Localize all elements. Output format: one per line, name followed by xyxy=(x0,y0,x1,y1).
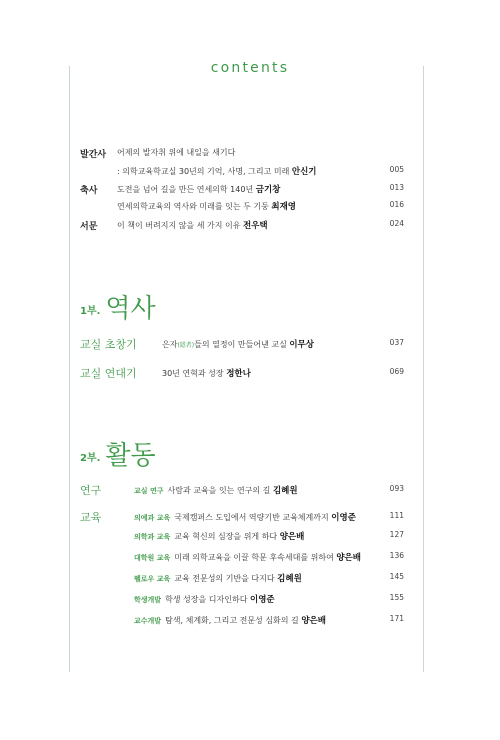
entry-page: 145 xyxy=(389,572,404,581)
part-title: 역사 xyxy=(105,294,156,324)
entry-title: 국제캠퍼스 도입에서 역량기반 교육체계까지 xyxy=(174,513,329,522)
entry-tag: 펠로우 교육 xyxy=(134,575,171,583)
entry-author: 양은배 xyxy=(301,616,326,626)
entry-page: 013 xyxy=(389,183,404,192)
entry-author: 최재영 xyxy=(271,202,297,212)
entry-title: 도전을 넘어 길을 만든 연세의학 140년 xyxy=(117,185,254,194)
entry-title-b: 들의 열정이 만들어낸 교실 xyxy=(194,340,287,349)
entry-author: 금기창 xyxy=(255,185,281,195)
entry-page: 024 xyxy=(389,219,404,228)
part-number: 2부. xyxy=(80,453,101,464)
entry-title: 어제의 발자취 위에 내일을 새기다 xyxy=(117,148,236,157)
entry-author: 전우택 xyxy=(243,221,268,231)
entry-tag: 의학과 교육 xyxy=(134,533,171,541)
page-title: contents xyxy=(210,60,290,76)
entry-author: 안신기 xyxy=(291,167,317,177)
entry-author: 이영준 xyxy=(249,595,275,605)
entry-page: 171 xyxy=(389,614,404,623)
toc-entry-early-years[interactable] xyxy=(0,338,500,352)
entry-title: 탐색, 체계화, 그리고 전문성 심화의 길 xyxy=(165,616,299,625)
entry-author: 김혜원 xyxy=(272,486,298,496)
entry-title: 30년 연혁과 성장 xyxy=(162,369,224,378)
entry-label: 서문 xyxy=(80,222,98,232)
section-label: 교실 연대기 xyxy=(80,367,137,380)
entry-page: 155 xyxy=(389,593,404,602)
entry-page: 005 xyxy=(389,165,404,174)
part-number: 1부. xyxy=(80,306,101,317)
toc-entry-medical-education[interactable] xyxy=(0,530,500,544)
entry-page: 093 xyxy=(389,484,404,493)
entry-tag: 의예과 교육 xyxy=(134,514,171,522)
entry-title: 이 책이 버려지지 않을 세 가지 이유 xyxy=(117,221,241,230)
entry-title: 미래 의학교육을 이끌 학문 후속세대를 위하여 xyxy=(174,553,334,562)
entry-label: 축사 xyxy=(80,186,98,196)
toc-entry-faculty-development[interactable] xyxy=(0,614,500,628)
toc-entry-congratulations-1[interactable] xyxy=(0,183,500,197)
entry-title: : 의학교육학교실 30년의 기억, 사명, 그리고 미래 xyxy=(117,167,290,176)
toc-entry-premed-education[interactable] xyxy=(0,511,500,525)
entry-title: 교육 혁신의 심장을 위게 하다 xyxy=(174,532,278,541)
part-1-heading xyxy=(80,288,156,325)
entry-page: 127 xyxy=(389,530,404,539)
entry-author: 이영준 xyxy=(331,513,356,523)
entry-title-a: 은자 xyxy=(162,340,178,349)
toc-entry-preface[interactable] xyxy=(0,219,500,233)
entry-author: 정한나 xyxy=(226,369,251,379)
entry-tag: 교실 연구 xyxy=(134,487,164,495)
toc-entry-fellow-education[interactable] xyxy=(0,572,500,586)
entry-page: 111 xyxy=(389,511,404,520)
entry-title: 학생 성장을 디자인하다 xyxy=(165,595,248,604)
part-2-heading xyxy=(80,435,156,472)
entry-label: 발간사 xyxy=(80,150,107,160)
toc-entry-congratulations-2[interactable] xyxy=(0,200,500,214)
toc-entry-foreword-subtitle[interactable] xyxy=(0,165,500,179)
toc-entry-student-development[interactable] xyxy=(0,593,500,607)
entry-title: 연세의학교육의 역사와 미래를 잇는 두 기둥 xyxy=(117,202,269,211)
entry-author: 김혜원 xyxy=(277,574,302,584)
entry-author: 양은배 xyxy=(279,532,305,542)
entry-author: 양은배 xyxy=(336,553,361,563)
part-title: 활동 xyxy=(105,441,156,471)
entry-page: 069 xyxy=(389,367,404,376)
entry-title: 사람과 교육을 잇는 연구의 길 xyxy=(167,486,271,495)
entry-author: 이무상 xyxy=(289,340,314,350)
entry-page: 016 xyxy=(389,200,404,209)
entry-page: 037 xyxy=(389,338,404,347)
entry-page: 136 xyxy=(389,551,404,560)
entry-hanja: (隱者) xyxy=(177,342,195,349)
entry-title: 교육 전문성의 기반을 다지다 xyxy=(174,574,275,583)
toc-entry-research[interactable] xyxy=(0,484,500,498)
toc-entry-foreword[interactable] xyxy=(0,147,500,161)
section-label: 교육 xyxy=(80,511,102,524)
toc-entry-chronicle[interactable] xyxy=(0,367,500,381)
entry-tag: 학생개발 xyxy=(134,596,162,604)
entry-tag: 대학원 교육 xyxy=(134,554,171,562)
entry-tag: 교수개발 xyxy=(134,617,162,625)
section-label: 연구 xyxy=(80,484,102,497)
toc-entry-graduate-education[interactable] xyxy=(0,551,500,565)
section-label: 교실 초창기 xyxy=(80,338,137,351)
